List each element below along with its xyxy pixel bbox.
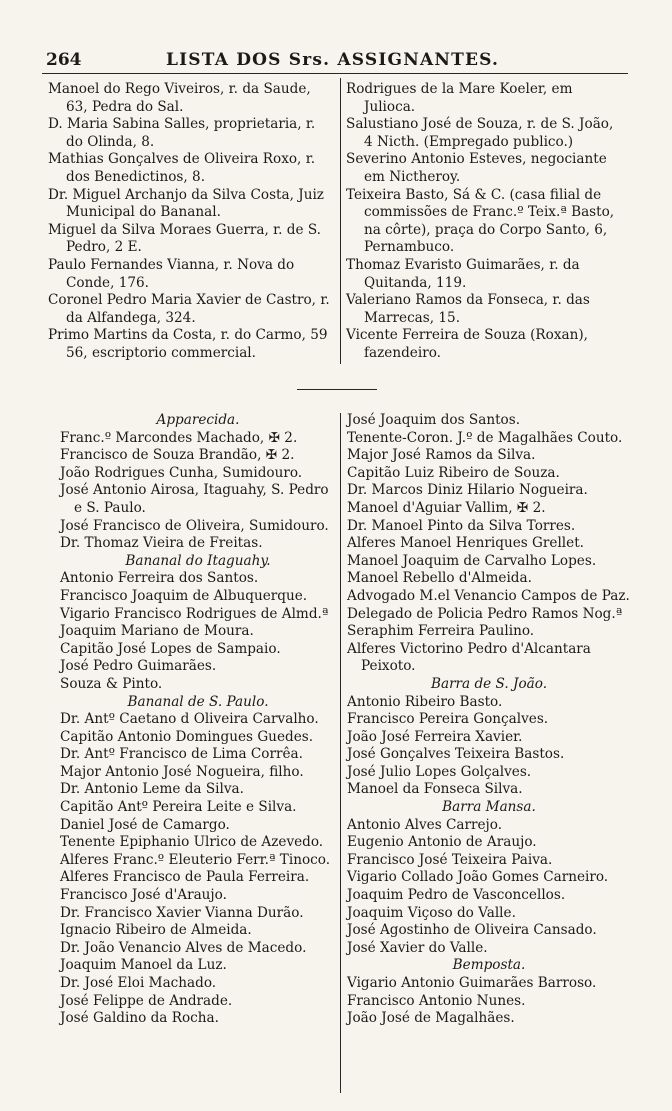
subscriber-entry: João José Ferreira Xavier. — [347, 728, 523, 745]
subscriber-entry: Joaquim Viçoso do Valle. — [347, 904, 516, 921]
subscriber-entry: Antonio Alves Carrejo. — [347, 816, 503, 833]
subscriber-entry: Capitão Antonio Domingues Guedes. — [60, 728, 314, 745]
locality-heading: Barra Mansa. — [442, 799, 536, 816]
subscriber-entry: Vicente Ferreira de Souza (Roxan), fazendeiro. — [346, 327, 588, 361]
subscriber-entry: Dr. Antonio Leme da Silva. — [60, 781, 244, 798]
bottom-right-column — [347, 412, 631, 1028]
subscriber-entry: Capitão Antº Pereira Leite e Silva. — [60, 799, 297, 816]
top-right-column — [346, 81, 626, 363]
column-divider-bottom — [340, 413, 341, 1093]
locality-heading: Barra de S. João. — [430, 675, 548, 692]
subscriber-entry: Ignacio Ribeiro de Almeida. — [60, 922, 252, 939]
subscriber-entry: Major José Ramos da Silva. — [347, 447, 536, 464]
subscriber-entry: José Galdino da Rocha. — [60, 1010, 219, 1027]
subscriber-entry: Francisco Pereira Gonçalves. — [347, 711, 549, 728]
subscriber-entry: José Xavier do Valle. — [347, 939, 488, 956]
subscriber-entry: Rodrigues de la Mare Koeler, em Julioca. — [346, 81, 573, 115]
section-rule — [297, 389, 377, 390]
subscriber-entry: Capitão Luiz Ribeiro de Souza. — [347, 464, 560, 481]
locality-heading: Bemposta. — [452, 957, 526, 974]
subscriber-entry: Tenente Epiphanio Ulrico de Azevedo. — [60, 834, 324, 851]
subscriber-entry: Dr. Marcos Diniz Hilario Nogueira. — [347, 482, 588, 499]
subscriber-entry: Alferes Franc.º Eleuterio Ferr.ª Tinoco. — [60, 851, 331, 868]
subscriber-entry: Manoel da Fonseca Silva. — [347, 781, 523, 798]
subscriber-entry: João José de Magalhães. — [347, 1010, 515, 1027]
subscriber-entry: Dr. Thomaz Vieira de Freitas. — [60, 535, 263, 552]
subscriber-entry: Valeriano Ramos da Fonseca, r. das Marrecas, 15. — [346, 292, 590, 326]
subscriber-entry: Salustiano José de Souza, r. de S. João, 4 Nicth. (Empregado publico.) — [346, 116, 614, 150]
header-rule — [42, 73, 628, 74]
subscriber-entry: Daniel José de Camargo. — [60, 816, 230, 833]
subscriber-entry: Miguel da Silva Moraes Guerra, r. de S. Pedro, 2 E. — [48, 221, 321, 256]
subscriber-entry: Dr. Francisco Xavier Vianna Durão. — [60, 904, 304, 921]
locality-heading: Bananal de S. Paulo. — [127, 693, 269, 710]
subscriber-entry: Seraphim Ferreira Paulino. — [347, 623, 535, 640]
subscriber-entry: Franc.º Marcondes Machado, ✠ 2. — [60, 429, 298, 446]
subscriber-entry: José Antonio Airosa, Itaguahy, S. Pedro e S. Paulo. — [60, 482, 329, 516]
subscriber-entry: Francisco Joaquim de Albuquerque. — [60, 587, 308, 604]
subscriber-entry: Manoel d'Aguiar Vallim, ✠ 2. — [347, 499, 546, 516]
top-left-column — [48, 81, 333, 363]
subscriber-entry: Manoel do Rego Viveiros, r. da Saude, 63, Pedra do Sal. — [48, 81, 311, 115]
subscriber-entry: Capitão José Lopes de Sampaio. — [60, 640, 281, 657]
subscriber-entry: Joaquim Pedro de Vasconcellos. — [347, 887, 566, 904]
subscriber-entry: José Julio Lopes Golçalves. — [347, 763, 532, 780]
bottom-left-column — [60, 412, 336, 1028]
subscriber-entry: Vigario Francisco Rodrigues de Almd.ª — [60, 605, 329, 622]
subscriber-entry: Thomaz Evaristo Guimarães, r. da Quitanda, 119. — [346, 256, 580, 291]
subscriber-entry: José Felippe de Andrade. — [60, 992, 233, 1009]
subscriber-entry: José Pedro Guimarães. — [60, 658, 217, 675]
subscriber-entry: Advogado M.el Venancio Campos de Paz. — [347, 587, 630, 604]
subscriber-entry: Antonio Ferreira dos Santos. — [60, 570, 259, 587]
subscriber-entry: D. Maria Sabina Salles, proprietaria, r. do Olinda, 8. — [48, 116, 316, 150]
subscriber-entry: Alferes Francisco de Paula Ferreira. — [60, 869, 310, 886]
subscriber-entry: Alferes Victorino Pedro d'Alcantara Peixoto. — [347, 640, 591, 675]
running-title: LISTA DOS Srs. ASSIGNANTES. — [166, 50, 500, 70]
subscriber-entry: Vigario Antonio Guimarães Barroso. — [347, 975, 597, 991]
subscriber-entry: Tenente-Coron. J.º de Magalhães Couto. — [347, 429, 623, 446]
subscriber-entry: José Gonçalves Teixeira Bastos. — [347, 746, 565, 763]
locality-heading: Bananal do Itaguahy. — [125, 552, 271, 569]
subscriber-entry: Dr. José Eloi Machado. — [60, 975, 217, 991]
subscriber-entry: Vigario Collado João Gomes Carneiro. — [347, 869, 609, 886]
subscriber-entry: Francisco Antonio Nunes. — [347, 992, 526, 1009]
subscriber-entry: Francisco José d'Araujo. — [60, 887, 227, 904]
subscriber-entry: João Rodrigues Cunha, Sumidouro. — [60, 464, 303, 481]
subscriber-entry: Francisco de Souza Brandão, ✠ 2. — [60, 447, 295, 464]
page-header — [46, 50, 626, 72]
subscriber-entry: Paulo Fernandes Vianna, r. Nova do Conde, 176. — [48, 256, 295, 291]
subscriber-entry: Severino Antonio Esteves, negociante em Nictheroy. — [346, 151, 607, 185]
subscriber-entry: Antonio Ribeiro Basto. — [347, 693, 503, 710]
subscriber-entry: Joaquim Mariano de Moura. — [60, 623, 254, 640]
subscriber-entry: Manoel Joaquim de Carvalho Lopes. — [347, 552, 597, 569]
page-number: 264 — [46, 50, 82, 70]
subscriber-entry: Dr. Antº Francisco de Lima Corrêa. — [60, 746, 303, 763]
subscriber-entry: Eugenio Antonio de Araujo. — [347, 834, 537, 851]
subscriber-entry: Souza & Pinto. — [60, 675, 163, 692]
subscriber-entry: Dr. Antº Caetano d Oliveira Carvalho. — [60, 711, 319, 728]
subscriber-entry: José Joaquim dos Santos. — [347, 412, 521, 428]
subscriber-entry: Coronel Pedro Maria Xavier de Castro, r. da Alfandega, 324. — [48, 292, 330, 326]
subscriber-entry: Teixeira Basto, Sá & C. (casa filial de commissões de Franc.º Teix.ª Basto, na côrte), praça do Corpo Santo, 6, Pernambuco. — [346, 186, 615, 256]
subscriber-entry: Joaquim Manoel da Luz. — [60, 957, 227, 974]
subscriber-entry: Alferes Manoel Henriques Grellet. — [347, 535, 584, 552]
subscriber-entry: José Francisco de Oliveira, Sumidouro. — [60, 517, 329, 534]
column-divider-top — [340, 78, 341, 364]
subscriber-entry: Major Antonio José Nogueira, filho. — [60, 763, 304, 780]
subscriber-entry: Dr. João Venancio Alves de Macedo. — [60, 939, 307, 956]
subscriber-entry: Mathias Gonçalves de Oliveira Roxo, r. dos Benedictinos, 8. — [48, 151, 316, 185]
subscriber-entry: Francisco José Teixeira Paiva. — [347, 851, 553, 868]
subscriber-entry: Dr. Miguel Archanjo da Silva Costa, Juiz Municipal do Bananal. — [48, 186, 324, 221]
subscriber-entry: Dr. Manoel Pinto da Silva Torres. — [347, 517, 576, 534]
locality-heading: Apparecida. — [156, 412, 240, 428]
subscriber-entry: Delegado de Policia Pedro Ramos Nog.ª — [347, 605, 623, 622]
subscriber-entry: Primo Martins da Costa, r. do Carmo, 59 56, escriptorio commercial. — [48, 327, 328, 361]
subscriber-entry: Manoel Rebello d'Almeida. — [347, 570, 532, 587]
subscriber-entry: José Agostinho de Oliveira Cansado. — [347, 922, 597, 939]
